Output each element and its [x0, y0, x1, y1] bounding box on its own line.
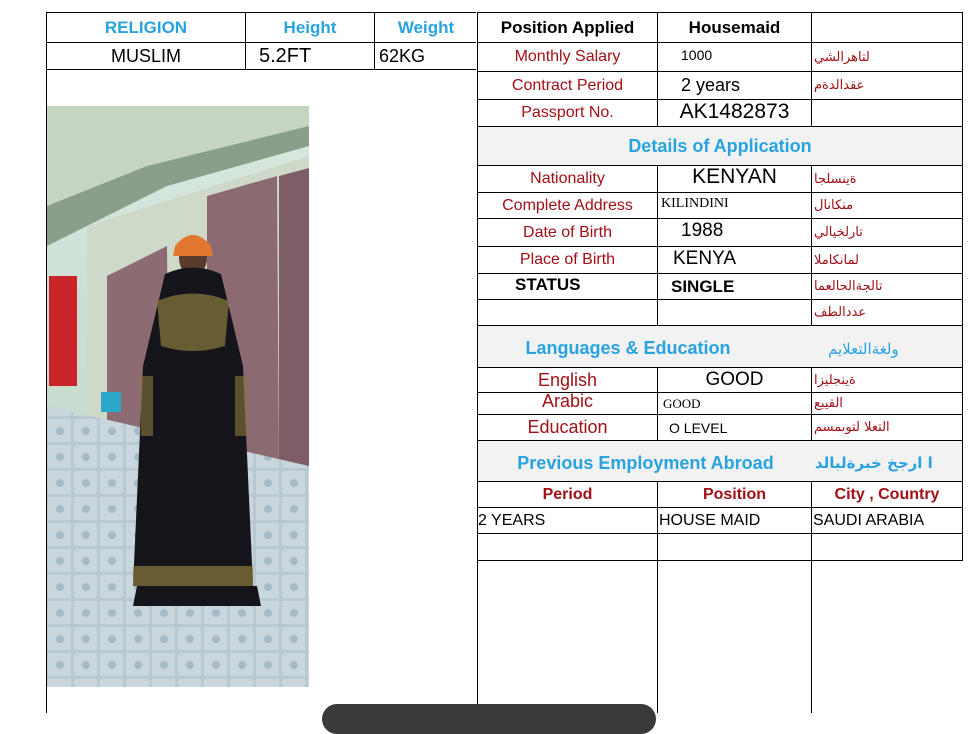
- monthly-salary-arabic: لتاهرالشي: [814, 49, 870, 65]
- arabic-label: Arabic: [541, 391, 594, 411]
- date-of-birth-arabic: تارلخيالي: [814, 225, 863, 240]
- address-label: Complete Address: [502, 196, 633, 214]
- date-of-birth-label: Date of Birth: [523, 223, 612, 241]
- height-value: 5.2FT: [259, 44, 312, 67]
- address-value: KILINDINI: [661, 196, 729, 211]
- languages-section-title: Languages & Education: [525, 338, 731, 358]
- address-arabic: منكانال: [814, 198, 854, 213]
- contract-period-label: Contract Period: [511, 76, 624, 94]
- education-value: O LEVEL: [669, 419, 728, 436]
- weight-value: 62KG: [379, 45, 426, 66]
- nationality-label: Nationality: [530, 170, 605, 187]
- religion-value: MUSLIM: [110, 45, 181, 66]
- monthly-salary-label: Monthly Salary: [514, 48, 621, 65]
- position-header: Position: [702, 485, 767, 503]
- arabic-arabic: القيبع: [814, 396, 843, 411]
- employment-position-value: HOUSE MAID: [659, 511, 761, 529]
- languages-section-arabic: ولغةالتعلايم: [828, 339, 899, 358]
- status-label: STATUS: [515, 275, 581, 294]
- education-arabic: التعلا لتوىمسم: [814, 420, 890, 435]
- date-of-birth-value: 1988: [681, 219, 724, 241]
- status-arabic: تالجةالحالعما: [814, 279, 883, 294]
- arabic-value: GOOD: [663, 395, 701, 411]
- period-header: Period: [542, 485, 593, 503]
- place-of-birth-value: KENYA: [673, 247, 737, 269]
- contract-period-value: 2 years: [681, 75, 741, 95]
- passport-label: Passport No.: [521, 104, 614, 121]
- monthly-salary-value: 1000: [681, 47, 713, 63]
- position-applied-label: Position Applied: [500, 17, 635, 37]
- religion-header: RELIGION: [104, 17, 188, 37]
- details-section-title: Details of Application: [478, 127, 962, 165]
- place-of-birth-arabic: لمانكاملا: [814, 252, 859, 268]
- status-value: SINGLE: [671, 276, 735, 296]
- floating-toolbar[interactable]: [322, 704, 656, 734]
- employment-period-value: 2 YEARS: [478, 511, 546, 529]
- contract-period-arabic: عقدالدةم: [814, 78, 865, 93]
- employment-country-value: SAUDI ARABIA: [813, 511, 925, 529]
- position-applied-value: Housemaid: [688, 17, 781, 37]
- place-of-birth-label: Place of Birth: [519, 251, 616, 268]
- height-header: Height: [283, 17, 337, 37]
- weight-header: Weight: [397, 17, 455, 37]
- english-label: English: [537, 369, 598, 390]
- nationality-value: KENYAN: [692, 166, 777, 188]
- employment-section-title: Previous Employment Abroad: [517, 452, 774, 473]
- employment-section-arabic: ا ارجخ خبرةلبالد: [815, 454, 933, 472]
- applicant-photo: [47, 106, 309, 687]
- city-country-header: City , Country: [834, 485, 940, 503]
- english-arabic: ةينجليزا: [814, 372, 856, 388]
- education-label: Education: [527, 417, 608, 437]
- english-value: GOOD: [705, 369, 764, 390]
- nationality-arabic: ةينسلجا: [814, 171, 857, 187]
- children-arabic: عددالطف: [814, 305, 867, 320]
- passport-value: AK1482873: [679, 100, 790, 123]
